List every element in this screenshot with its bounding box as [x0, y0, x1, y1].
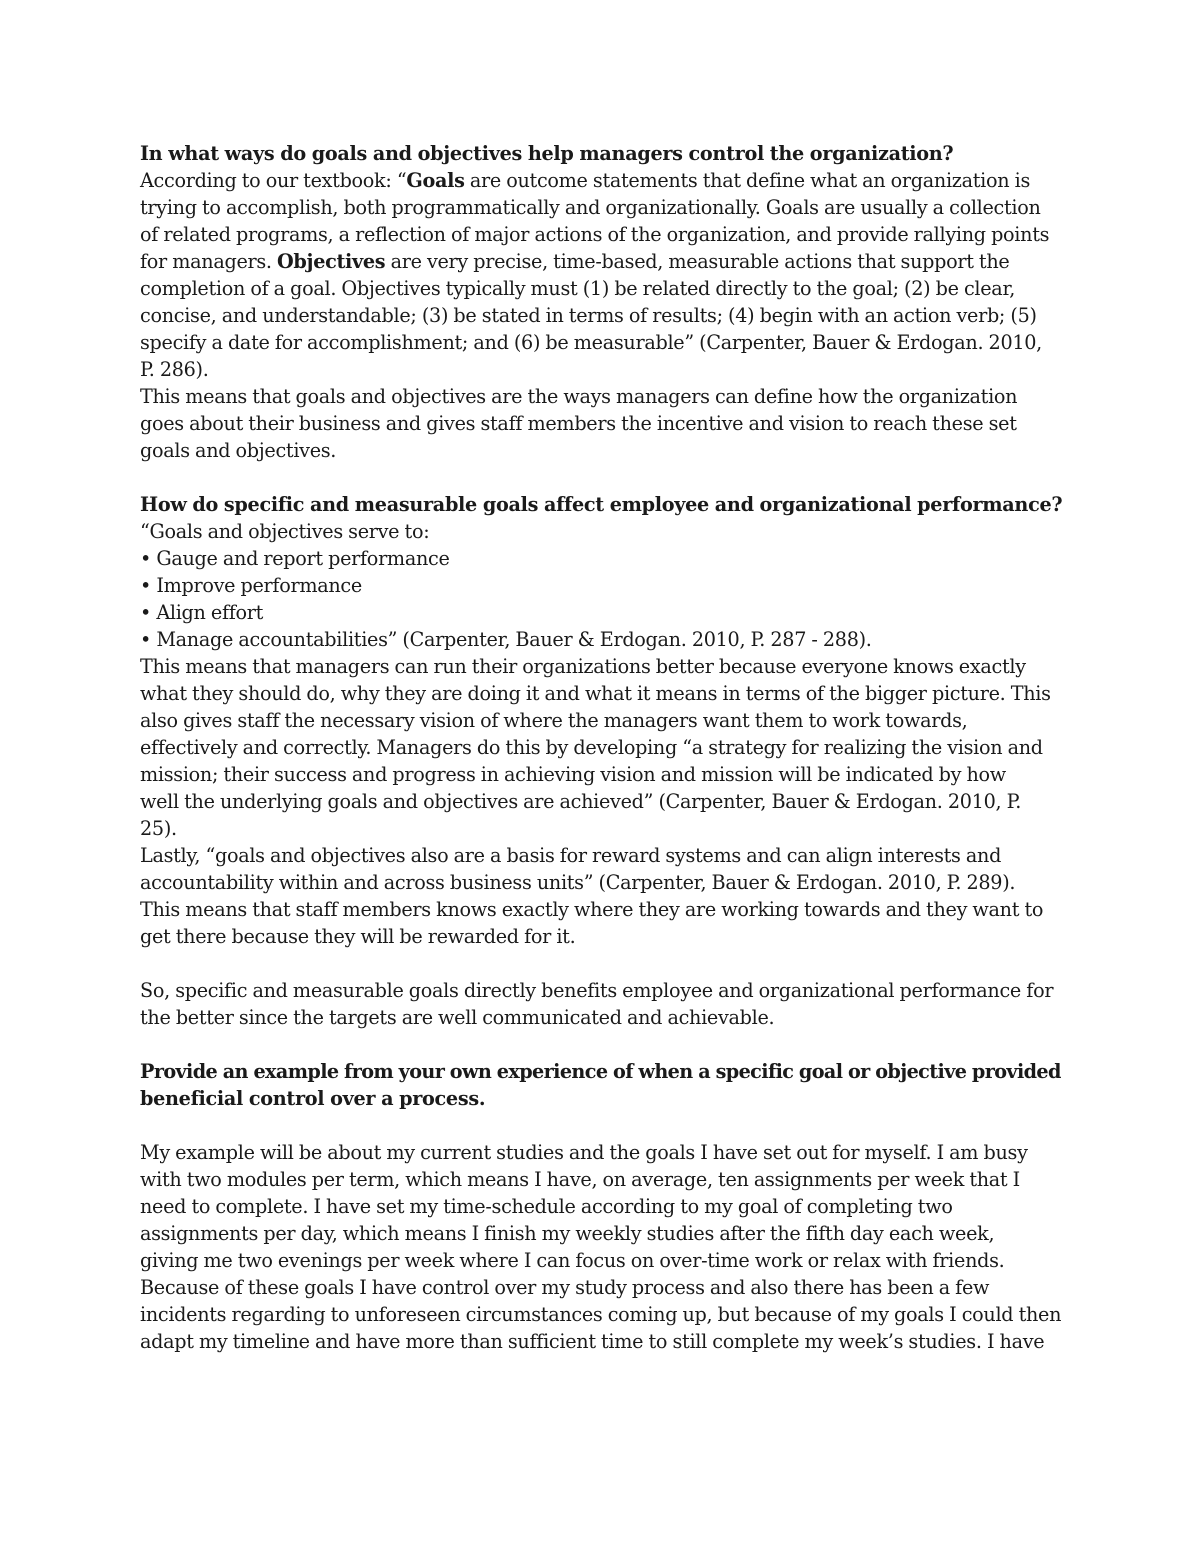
section2-p2-line: This means that staff members knows exactly where they are working towards and they want to — [140, 898, 1044, 921]
text-run: for managers. — [140, 250, 278, 273]
text-run: are outcome statements that define what an organization is — [464, 169, 1030, 192]
bullet-item: • Improve performance — [140, 574, 362, 597]
bullet-item: • Align effort — [140, 601, 264, 624]
section2-p3-line: the better since the targets are well communicated and achievable. — [140, 1006, 775, 1029]
section1-p1-line: completion of a goal. Objectives typically must (1) be related directly to the goal; (2) be clear, — [140, 277, 1016, 300]
bullet-item: • Gauge and report performance — [140, 547, 450, 570]
section1-p1-line: trying to accomplish, both programmatically and organizationally. Goals are usually a collection — [140, 196, 1041, 219]
section2-quote-intro: “Goals and objectives serve to: — [140, 520, 430, 543]
section3-p1-line: adapt my timeline and have more than sufficient time to still complete my week’s studies. I have — [140, 1330, 1045, 1353]
paragraph-spacer — [140, 950, 1065, 977]
section3-p1-line: giving me two evenings per week where I can focus on over-time work or relax with friends. — [140, 1249, 1005, 1272]
paragraph-spacer — [140, 1031, 1065, 1058]
paragraph-spacer — [140, 1112, 1065, 1139]
section3-p1-line: assignments per day, which means I finish my weekly studies after the fifth day each week, — [140, 1222, 995, 1245]
document-page — [140, 140, 1065, 1355]
section2-p1-line: mission; their success and progress in achieving vision and mission will be indicated by how — [140, 763, 1006, 786]
section1-p1-line: of related programs, a reflection of major actions of the organization, and provide rallying points — [140, 223, 1050, 246]
section2-p1-line: 25). — [140, 817, 177, 840]
section2-p1-line: effectively and correctly. Managers do this by developing “a strategy for realizing the vision and — [140, 736, 1043, 759]
section2-p1-line: This means that managers can run their organizations better because everyone knows exactly — [140, 655, 1026, 678]
section1-heading: In what ways do goals and objectives help managers control the organization? — [140, 142, 954, 165]
section2-p2-line: get there because they will be rewarded for it. — [140, 925, 576, 948]
section1-p1-line: concise, and understandable; (3) be stated in terms of results; (4) begin with an action verb; (5) — [140, 304, 1037, 327]
bullet-item: • Manage accountabilities” (Carpenter, Bauer & Erdogan. 2010, P. 287 - 288). — [140, 628, 872, 651]
section1-p1-line — [140, 167, 1065, 194]
section2-p2-line: Lastly, “goals and objectives also are a basis for reward systems and can align interests and — [140, 844, 1002, 867]
section3-p1-line: incidents regarding to unforeseen circumstances coming up, but because of my goals I could then — [140, 1303, 1062, 1326]
section2-p1-line: well the underlying goals and objectives are achieved” (Carpenter, Bauer & Erdogan. 2010, P. — [140, 790, 1022, 813]
term-objectives: Objectives — [277, 250, 386, 273]
section1-p2-line: goals and objectives. — [140, 439, 337, 462]
text-run: are very precise, time-based, measurable actions that support the — [385, 250, 1010, 273]
section2-p3-line: So, specific and measurable goals directly benefits employee and organizational performance for — [140, 979, 1054, 1002]
section1-p1-line: specify a date for accomplishment; and (6) be measurable” (Carpenter, Bauer & Erdogan. 2010, — [140, 331, 1042, 354]
section2-p2-line: accountability within and across business units” (Carpenter, Bauer & Erdogan. 2010, P. 289). — [140, 871, 1016, 894]
section2-heading: How do specific and measurable goals affect employee and organizational performance? — [140, 493, 1063, 516]
section3-p1-line: My example will be about my current studies and the goals I have set out for myself. I am busy — [140, 1141, 1028, 1164]
section1-p2-line: This means that goals and objectives are the ways managers can define how the organization — [140, 385, 1018, 408]
text-run: According to our textbook: “ — [140, 169, 407, 192]
paragraph-spacer — [140, 464, 1065, 491]
section1-p1-line: P. 286). — [140, 358, 209, 381]
section3-heading: beneficial control over a process. — [140, 1087, 486, 1110]
section1-p1-line — [140, 248, 1065, 275]
section3-p1-line: with two modules per term, which means I have, on average, ten assignments per week that I — [140, 1168, 1020, 1191]
section3-p1-line: Because of these goals I have control over my study process and also there has been a few — [140, 1276, 990, 1299]
section3-heading: Provide an example from your own experience of when a specific goal or objective provided — [140, 1060, 1061, 1083]
section1-p2-line: goes about their business and gives staff members the incentive and vision to reach these set — [140, 412, 1017, 435]
section3-p1-line: need to complete. I have set my time-schedule according to my goal of completing two — [140, 1195, 953, 1218]
term-goals: Goals — [406, 169, 465, 192]
section2-p1-line: also gives staff the necessary vision of where the managers want them to work towards, — [140, 709, 968, 732]
section2-p1-line: what they should do, why they are doing it and what it means in terms of the bigger picture. This — [140, 682, 1051, 705]
